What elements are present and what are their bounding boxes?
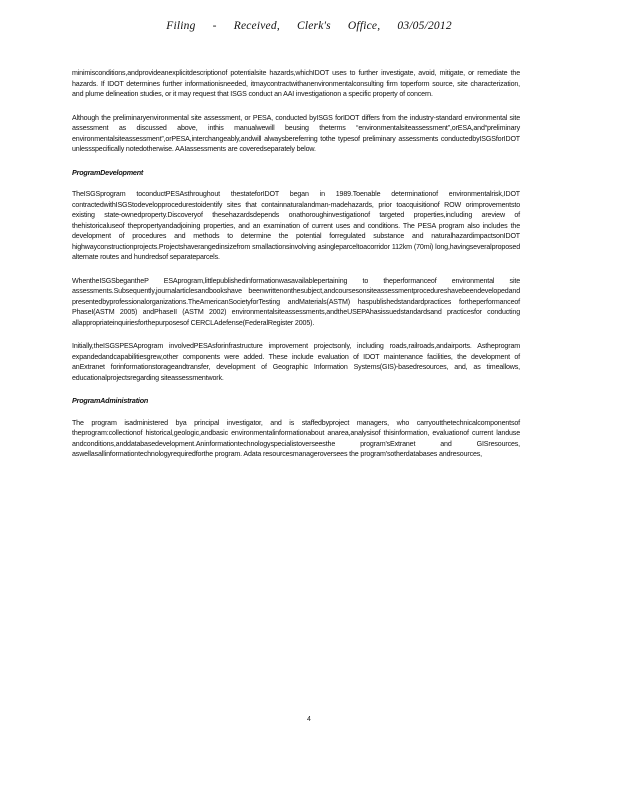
paragraph-standards: WhentheISGSbegantheP ESAprogram,littlepublishedinformationwasavailablepertaining to theperformanceof environmental site assessments.Subsequently,journalarticlesandbookshave beenwrittenonthesubject,andcoursesonsiteassessmentprocedureshavebeendevelopedand presentedbyprofessionalorganizations.TheAmericanSocietyforTesting andMaterials(ASTM) haspublishedstandardpractices fortheperformanceof PhaseI(ASTM 2005) andPhaseII (ASTM 2002) environmentalsiteassessments,andtheUSEPAhasissuedstandardsand practicesfor conducting allappropriateinquiriesforthepurposesof CERCLAdefense(FederalRegister 2005).: [72, 276, 520, 327]
page-number: 4: [307, 716, 311, 723]
filing-stamp-header: Filing - Received, Clerk's Office, 03/05/2012: [166, 20, 452, 32]
paragraph-pesa-terms: Although the preliminaryenvironmental site assessment, or PESA, conducted byISGS forIDOT differs from the industry-standard environmental site assessment as discussed above, inthis manualwewill beusing theterms “environmentalsiteassessment”,orESA,and“preliminary environmentalsiteassessment”,orPESA,interchangeably,andwill alwaysbereferring tothe typesof preliminary assessments conductedbyISGSforIDOT unlessspecifically notedotherwise. AAIassessments are coveredseparately below.: [72, 113, 520, 153]
heading-program-development: ProgramDevelopment: [72, 167, 144, 177]
heading-program-administration: ProgramAdministration: [72, 396, 149, 405]
paragraph-hazards: minimisconditions,andprovideanexplicitdescriptionof potentialsite hazards,whichIDOT uses to further investigate, avoid, mitigate, or remediate the hazards. If IDOT determines further informationisneeded, itmaycontractwithanenvironmentalconsulting firm toperform source, site characterization, and plume delineation studies, or it may request that ISGS conduct an AAI investigationon a specific property of concern.: [72, 69, 520, 98]
paragraph-program-staff: The program isadministered bya principal investigator, and is staffedbyproject managers, who carryoutthetechnicalcomponentsof theprogram:collectionof historical,geologic,andbasic environmentalinformationabout anarea,analysisof thisinformation, evaluationof current landuse andconditions,anddatabasedevelopment.Aninformationtechnologyspecialistoverseesthe program'sExtranet and GISresources, aswellasallinformationtechnologyrequiredforthe program. Adata resourcesmanageroversees the program'sotherdatabases andresources,: [72, 418, 520, 458]
body-text: [72, 68, 520, 473]
paragraph-program-history: TheISGSprogram toconductPESAsthroughout thestateforIDOT began in 1989.Toenable determinationof environmentalrisk,IDOT contractedwithISGStodevelopprocedurestoidentify sites that containnaturalandman-madehazards, prior toacquisitionof ROW orimprovementsto existing state-ownedproperty.Discoveryof thesehazardsdepends onathoroughinvestigationof targeted properties,including areview of thehistoricaluseof thepropertyandadjoining properties, and an examination of current uses and conditions. The PESA program also includes the development of procedures and methods to determine the potential forregulated substance and naturalhazardimpactsonIDOT highwayconstructionprojects.Projectshaverangedinsizefrom smallactionsinvolving asingleparceltoacorridor 112km (70mi) long,havingseveralproposed alternate routes and hundredsof separateparcels.: [72, 190, 520, 261]
paragraph-program-expansion: Initially,theISGSPESAprogram involvedPESAsforinfrastructure improvement projectsonly, including roads,railroads,andairports. Astheprogram expandedandcapabilitiesgrew,other components were added. These include evaluation of IDOT maintenance facilities, the development of anExtranet forinformationstorageandtransfer, development of Geographic Information Systems(GIS)-basedresources, and, as timeallows, educationalprojectsregarding siteassessmentwork.: [72, 342, 520, 382]
